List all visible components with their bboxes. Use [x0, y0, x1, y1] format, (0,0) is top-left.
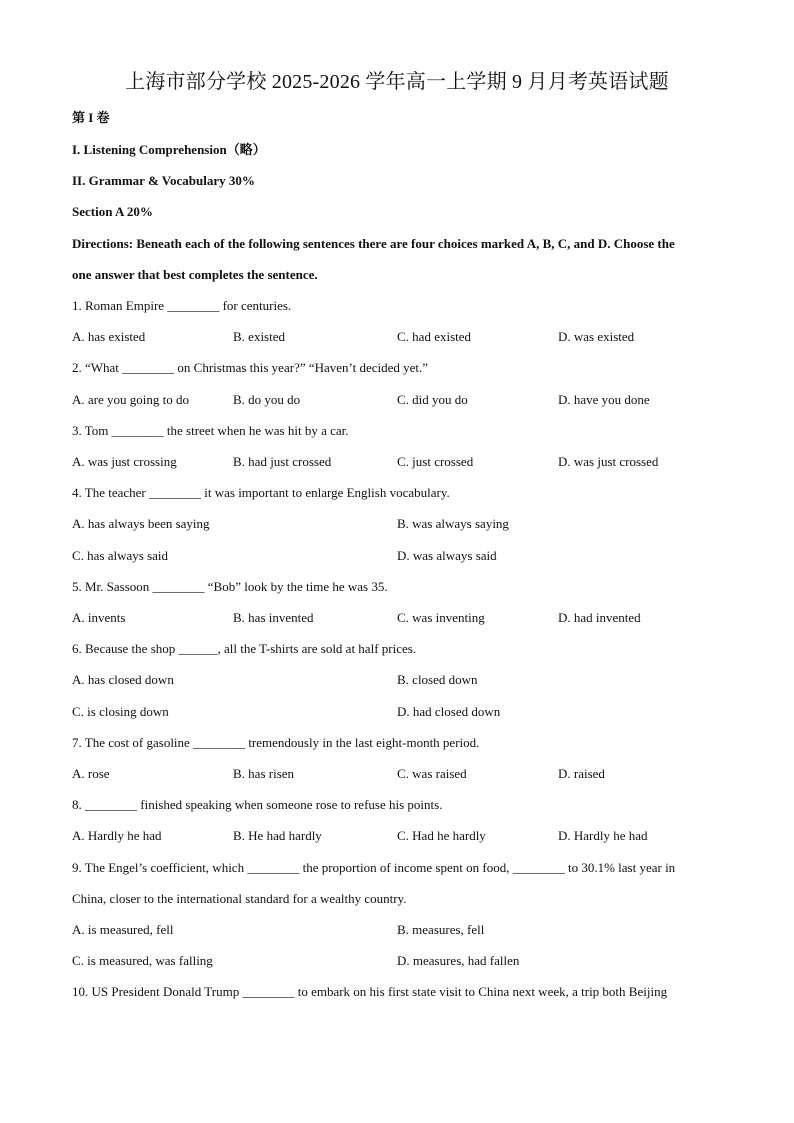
q9-option-b[interactable]: B. measures, fell — [397, 922, 485, 937]
q6-option-d[interactable]: D. had closed down — [397, 704, 501, 719]
q7-option-b[interactable]: B. has risen — [233, 766, 295, 781]
section-a-heading: Section A 20% — [72, 204, 153, 219]
q7-option-c[interactable]: C. was raised — [397, 766, 467, 781]
q6-option-c[interactable]: C. is closing down — [72, 704, 169, 719]
q9-option-d[interactable]: D. measures, had fallen — [397, 953, 520, 968]
q5-option-a[interactable]: A. invents — [72, 610, 126, 625]
question-3: 3. Tom ________ the street when he was hit by a car. — [72, 423, 349, 438]
q3-option-b[interactable]: B. had just crossed — [233, 454, 332, 469]
q8-option-d[interactable]: D. Hardly he had — [558, 828, 648, 843]
q7-option-d[interactable]: D. raised — [558, 766, 605, 781]
question-7: 7. The cost of gasoline ________ tremendously in the last eight-month period. — [72, 735, 480, 750]
q5-option-c[interactable]: C. was inventing — [397, 610, 485, 625]
q8-option-c[interactable]: C. Had he hardly — [397, 828, 486, 843]
q5-option-d[interactable]: D. had invented — [558, 610, 641, 625]
q5-option-b[interactable]: B. has invented — [233, 610, 314, 625]
question-8: 8. ________ finished speaking when someone rose to refuse his points. — [72, 797, 443, 812]
q1-option-b[interactable]: B. existed — [233, 329, 285, 344]
directions-line-2: one answer that best completes the sentence. — [72, 267, 318, 282]
directions-line-1: Directions: Beneath each of the following sentences there are four choices marked A, B, C, and D. Choose the — [72, 236, 675, 251]
question-6: 6. Because the shop ______, all the T-shirts are sold at half prices. — [72, 641, 417, 656]
q6-option-b[interactable]: B. closed down — [397, 672, 478, 687]
q3-option-c[interactable]: C. just crossed — [397, 454, 474, 469]
question-10: 10. US President Donald Trump ________ to embark on his first state visit to China next week, a trip both Beijing — [72, 984, 668, 999]
q4-option-b[interactable]: B. was always saying — [397, 516, 509, 531]
section-grammar: II. Grammar & Vocabulary 30% — [72, 173, 255, 188]
q6-option-a[interactable]: A. has closed down — [72, 672, 174, 687]
question-1: 1. Roman Empire ________ for centuries. — [72, 298, 292, 313]
q2-option-b[interactable]: B. do you do — [233, 392, 301, 407]
q4-option-a[interactable]: A. has always been saying — [72, 516, 210, 531]
q4-option-d[interactable]: D. was always said — [397, 548, 497, 563]
section-listening: I. Listening Comprehension（略） — [72, 142, 266, 157]
volume-label: 第 I 卷 — [72, 110, 110, 125]
q4-option-c[interactable]: C. has always said — [72, 548, 169, 563]
q1-option-a[interactable]: A. has existed — [72, 329, 146, 344]
question-9: 9. The Engel’s coefficient, which ________ the proportion of income spent on food, ________ to 30.1% last year in — [72, 860, 676, 875]
page-title: 上海市部分学校 2025-2026 学年高一上学期 9 月月考英语试题 — [125, 71, 669, 93]
q3-option-a[interactable]: A. was just crossing — [72, 454, 177, 469]
q1-option-d[interactable]: D. was existed — [558, 329, 635, 344]
q2-option-a[interactable]: A. are you going to do — [72, 392, 189, 407]
q8-option-b[interactable]: B. He had hardly — [233, 828, 322, 843]
q8-option-a[interactable]: A. Hardly he had — [72, 828, 162, 843]
q2-option-c[interactable]: C. did you do — [397, 392, 468, 407]
q3-option-d[interactable]: D. was just crossed — [558, 454, 659, 469]
question-5: 5. Mr. Sassoon ________ “Bob” look by the time he was 35. — [72, 579, 388, 594]
question-9-continued: China, closer to the international standard for a wealthy country. — [72, 891, 407, 906]
q1-option-c[interactable]: C. had existed — [397, 329, 472, 344]
question-2: 2. “What ________ on Christmas this year?” “Haven’t decided yet.” — [72, 360, 429, 375]
q7-option-a[interactable]: A. rose — [72, 766, 110, 781]
question-4: 4. The teacher ________ it was important to enlarge English vocabulary. — [72, 485, 450, 500]
q9-option-c[interactable]: C. is measured, was falling — [72, 953, 213, 968]
q2-option-d[interactable]: D. have you done — [558, 392, 650, 407]
q9-option-a[interactable]: A. is measured, fell — [72, 922, 174, 937]
